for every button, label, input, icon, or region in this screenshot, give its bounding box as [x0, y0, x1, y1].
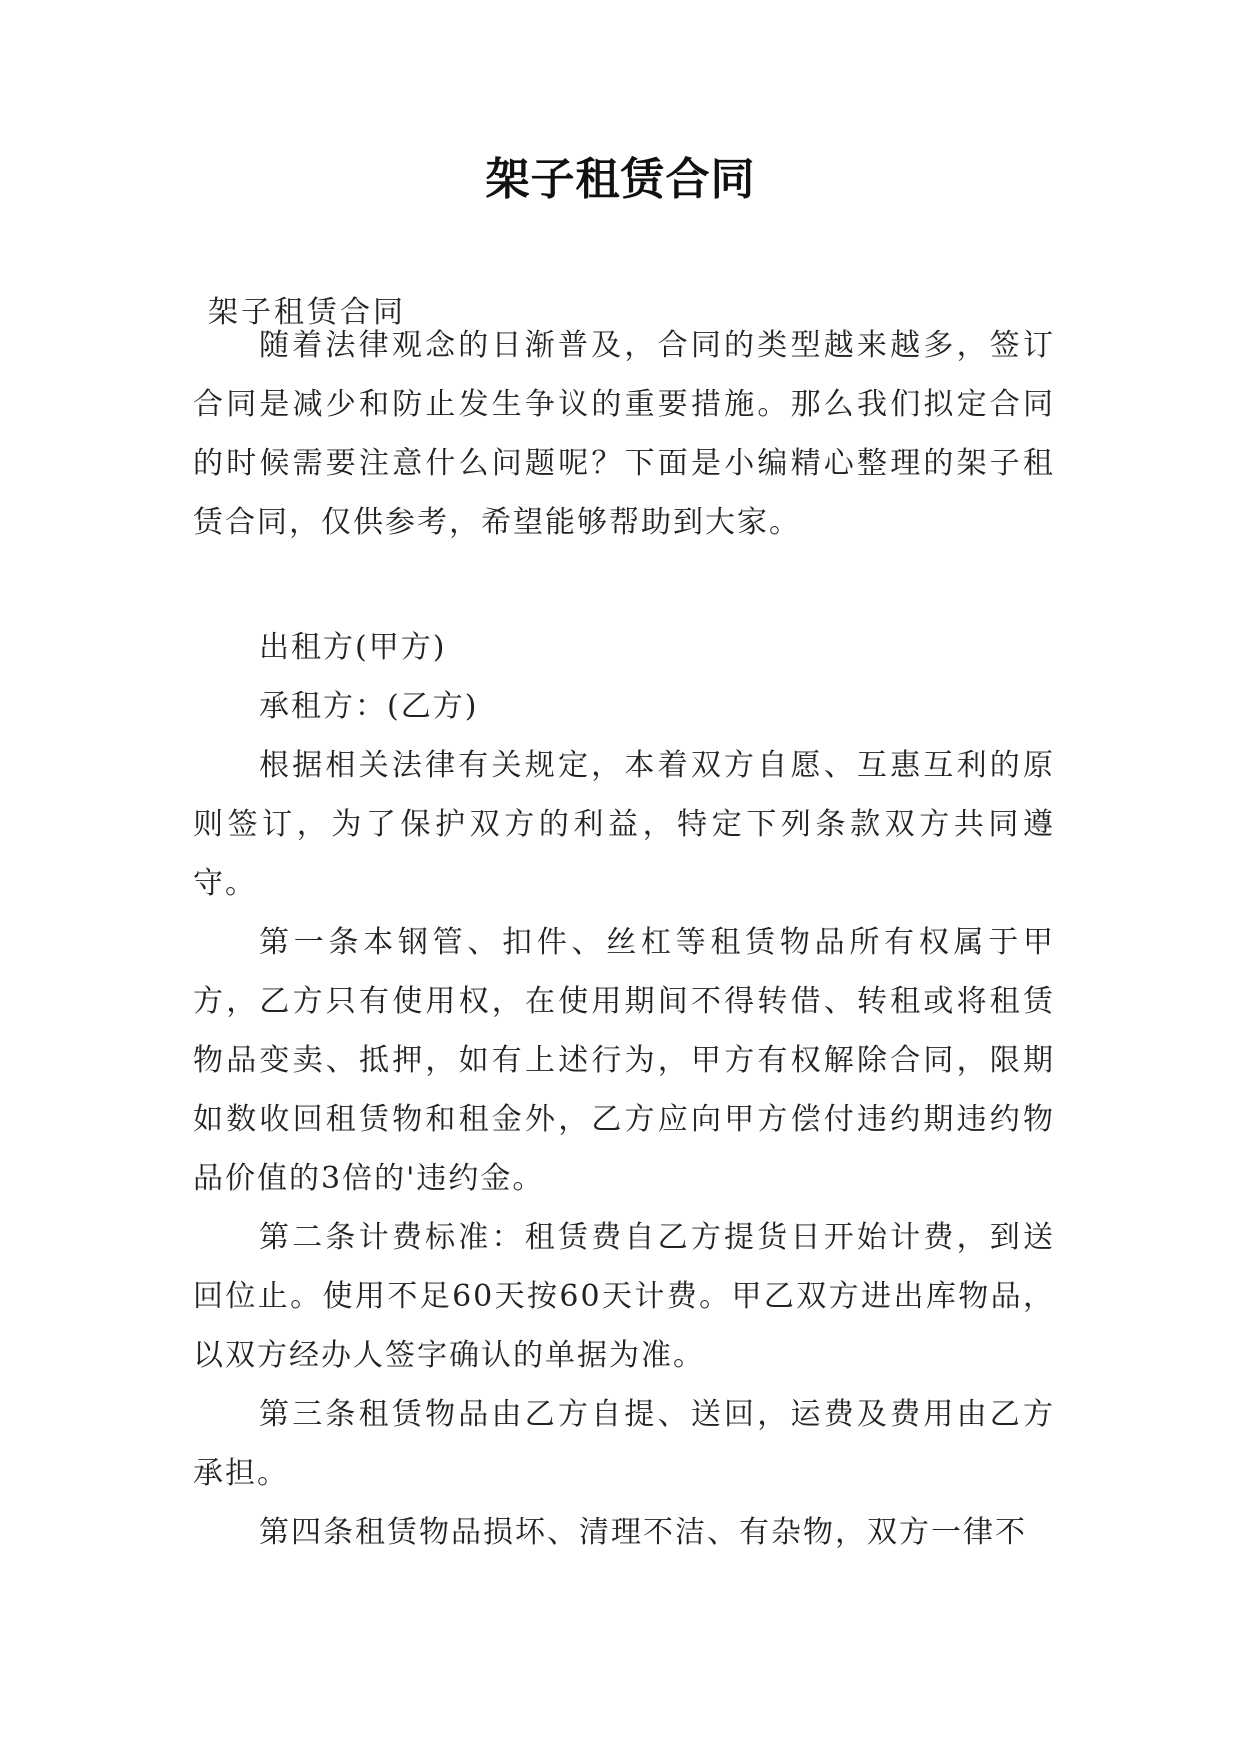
article-4-paragraph: 第四条租赁物品损坏、清理不洁、有杂物，双方一律不 — [259, 1515, 1027, 1550]
intro-paragraph: 随着法律观念的日渐普及，合同的类型越来越多，签订合同是减少和防止发生争议的重要措施。那么我们拟定合同的时候需要注意什么问题呢？下面是小编精心整理的架子租赁合同，仅供参考，希望能够帮助到大家。 — [193, 328, 1055, 540]
preamble-paragraph: 根据相关法律有关规定，本着双方自愿、互惠互利的原则签订，为了保护双方的利益，特定下列条款双方共同遵守。 — [193, 748, 1055, 901]
article-3-paragraph: 第三条租赁物品由乙方自提、送回，运费及费用由乙方承担。 — [193, 1397, 1055, 1491]
article-1-paragraph: 第一条本钢管、扣件、丝杠等租赁物品所有权属于甲方，乙方只有使用权，在使用期间不得转借、转租或将租赁物品变卖、抵押，如有上述行为，甲方有权解除合同，限期如数收回租赁物和租金外，乙方应向甲方偿付违约期违约物品价值的3倍的'违约金。 — [193, 925, 1055, 1196]
article-2-paragraph: 第二条计费标准：租赁费自乙方提货日开始计费，到送回位止。使用不足60天按60天计费。甲乙双方进出库物品，以双方经办人签字确认的单据为准。 — [193, 1220, 1055, 1373]
document-subtitle: 架子租赁合同 — [208, 295, 406, 330]
lessor-line: 出租方(甲方) — [259, 630, 447, 665]
contract-body — [193, 618, 1055, 1562]
document-title: 架子租赁合同 — [485, 154, 756, 205]
lessee-line: 承租方：(乙方) — [259, 689, 479, 724]
